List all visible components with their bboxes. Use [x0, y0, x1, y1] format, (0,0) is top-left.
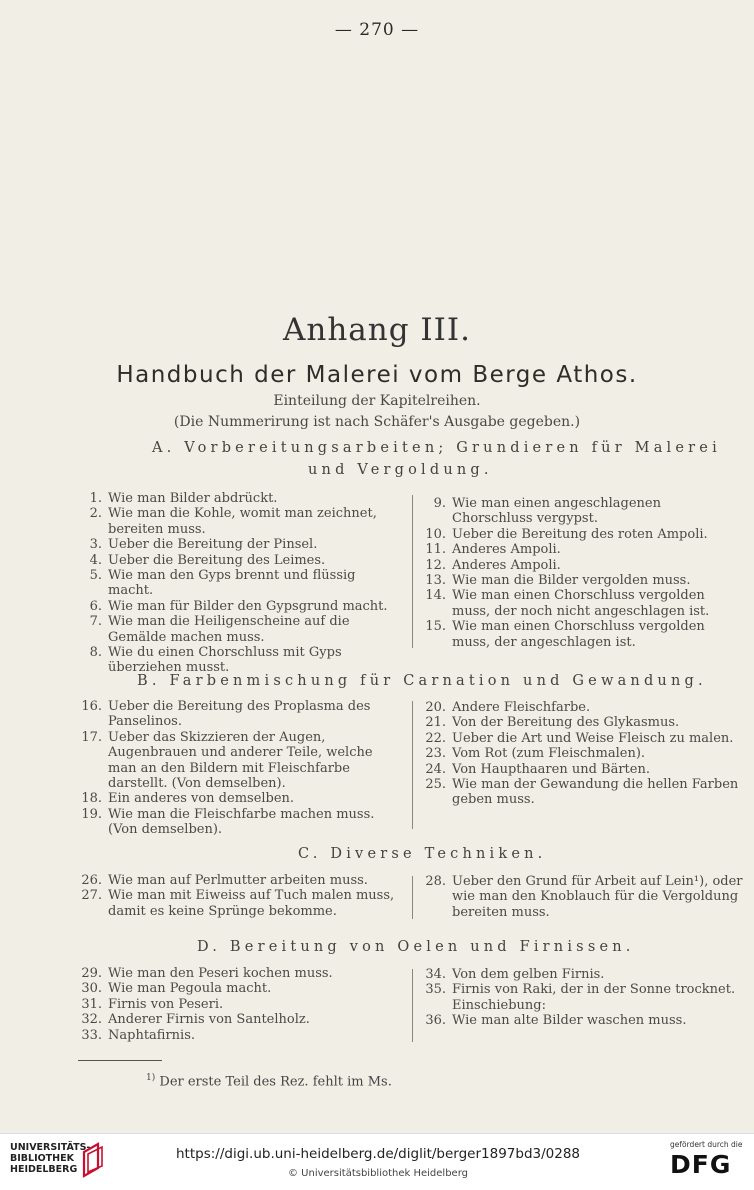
chapter-list-item: [80, 997, 398, 1012]
chapter-list-item: [80, 645, 398, 676]
chapter-list-item: [80, 491, 398, 506]
chapter-title: Naphtafirnis.: [108, 1027, 196, 1043]
chapter-list-item: [80, 568, 398, 599]
chapter-title: Wie man auf Perlmutter arbeiten muss.: [108, 873, 368, 888]
chapter-title: Wie man der Gewandung die hellen Farben geben muss.: [452, 777, 739, 808]
library-name-line: UNIVERSITÄTS-: [10, 1142, 91, 1153]
chapter-list-item: [80, 553, 398, 568]
chapter-title: Wie man den Gyps brennt und flüssig macht.: [108, 568, 356, 599]
footnote-mark: 1): [146, 1073, 156, 1083]
chapter-list-item: [424, 1013, 744, 1028]
chapter-title: Wie man die Heiligenscheine auf die Gemälde machen muss.: [108, 614, 350, 645]
chapter-title: Wie man Pegoula macht.: [108, 981, 272, 997]
chapter-list-item: [424, 715, 744, 730]
chapter-number: 4.: [89, 552, 102, 568]
section-a-heading: A. Vorbereitungsarbeiten; Grundieren für Malerei: [152, 440, 721, 456]
chapter-number: 6.: [89, 598, 102, 614]
chapter-list-item: [80, 1012, 398, 1027]
chapter-title: Von Haupthaaren und Bärten.: [452, 761, 650, 777]
chapter-list-item: [80, 1028, 398, 1043]
chapter-title: Wie man die Kohle, womit man zeichnet, bereiten muss.: [108, 506, 377, 537]
chapter-list-item: [424, 731, 744, 746]
chapter-title: Wie man einen angeschlagenen Chorschluss vergypst.: [452, 496, 661, 527]
chapter-list-item: [424, 588, 744, 619]
chapter-number: 8.: [89, 645, 102, 661]
chapter-title: Wie man die Bilder vergolden muss.: [452, 573, 691, 589]
chapter-number: 23.: [425, 746, 446, 762]
chapter-list-item: [424, 746, 744, 761]
chapter-number: 22.: [425, 730, 446, 746]
chapter-list-item: [80, 506, 398, 537]
chapter-number: 9.: [433, 496, 446, 511]
section-c-right-column: [424, 874, 744, 920]
chapter-number: 25.: [425, 777, 446, 793]
section-b-left-column: [80, 699, 398, 838]
section-d-right-column: [424, 967, 744, 1029]
library-name-line: HEIDELBERG: [10, 1164, 78, 1175]
chapter-number: 36.: [425, 1013, 446, 1029]
chapter-number: 15.: [425, 619, 446, 635]
chapter-list-item: [424, 496, 744, 527]
chapter-list-item: [80, 537, 398, 552]
column-divider: [412, 876, 413, 919]
chapter-title: Ueber die Bereitung des roten Ampoli.: [452, 526, 708, 542]
chapter-number: 2.: [89, 506, 102, 522]
chapter-list-item: [424, 573, 744, 588]
chapter-title: Wie man einen Chorschluss vergolden muss, der angeschlagen ist.: [452, 619, 705, 650]
dfg-logo[interactable]: DFG: [670, 1150, 732, 1179]
chapter-list-item: [80, 981, 398, 996]
chapter-title: Anderes Ampoli.: [452, 557, 561, 573]
copyright-text: © Universitätsbibliothek Heidelberg: [287, 1168, 468, 1179]
chapter-number: 10.: [425, 526, 446, 542]
chapter-list-item: [80, 873, 398, 888]
chapter-number: 35.: [425, 982, 446, 998]
copyright-notice: [0, 1168, 754, 1179]
chapter-number: 17.: [81, 729, 102, 745]
section-c-heading: C. Diverse Techniken.: [298, 846, 547, 862]
chapter-number: 20.: [425, 700, 446, 715]
column-divider: [412, 969, 413, 1042]
page-subtitle: Handbuch der Malerei vom Berge Athos.: [116, 362, 638, 388]
chapter-number: 33.: [81, 1027, 102, 1043]
chapter-number: 5.: [89, 568, 102, 584]
section-a-left-column: [80, 491, 398, 676]
chapter-list-item: [80, 888, 398, 919]
chapter-list-item: [424, 777, 744, 808]
chapter-title: Ueber die Art und Weise Fleisch zu malen.: [452, 730, 734, 746]
chapter-title: Wie man mit Eiweiss auf Tuch malen muss, damit es keine Sprünge bekomme.: [108, 888, 395, 919]
chapter-title: Wie man die Fleischfarbe machen muss. (Von demselben).: [108, 806, 375, 838]
chapter-number: 34.: [425, 967, 446, 982]
chapter-title: Ueber die Bereitung des Proplasma des Panselinos.: [108, 699, 371, 730]
chapter-number: 16.: [81, 699, 102, 714]
chapter-list-item: [424, 700, 744, 715]
intro-line-2: (Die Nummerirung ist nach Schäfer's Ausgabe gegeben.): [173, 414, 581, 430]
library-name-line: BIBLIOTHEK: [10, 1153, 74, 1164]
chapter-list-item: [80, 599, 398, 614]
chapter-list-item: [424, 619, 744, 650]
chapter-number: 24.: [425, 761, 446, 777]
chapter-title: Ueber die Bereitung des Leimes.: [108, 552, 326, 568]
permalink-url[interactable]: https://digi.ub.uni-heidelberg.de/diglit/berger1897bd3/0288: [176, 1146, 581, 1162]
chapter-title: Anderer Firnis von Santelholz.: [108, 1012, 310, 1028]
section-c-left-column: [80, 873, 398, 919]
chapter-title: Firnis von Raki, der in der Sonne trocknet. Einschiebung:: [452, 982, 736, 1013]
chapter-number: 18.: [81, 791, 102, 807]
chapter-number: 3.: [89, 537, 102, 553]
footnote-rule: [78, 1060, 162, 1061]
chapter-list-item: [424, 967, 744, 982]
chapter-title: Ueber die Bereitung der Pinsel.: [108, 537, 318, 553]
chapter-title: Wie man Bilder abdrückt.: [108, 491, 278, 506]
chapter-number: 26.: [81, 873, 102, 888]
chapter-title: Anderes Ampoli.: [452, 542, 561, 558]
page-number: — 270 —: [334, 20, 420, 40]
chapter-list-item: [424, 542, 744, 557]
intro-line-1: Einteilung der Kapitelreihen.: [273, 393, 481, 409]
chapter-number: 31.: [81, 996, 102, 1012]
section-a-right-column: [424, 496, 744, 650]
chapter-title: Wie man den Peseri kochen muss.: [108, 966, 333, 981]
chapter-title: Von dem gelben Firnis.: [452, 967, 605, 982]
footnote: [146, 1073, 392, 1089]
chapter-title: Andere Fleischfarbe.: [452, 700, 591, 715]
chapter-title: Firnis von Peseri.: [108, 996, 224, 1012]
chapter-title: Wie man für Bilder den Gypsgrund macht.: [108, 598, 388, 614]
chapter-title: Vom Rot (zum Fleischmalen).: [452, 746, 646, 762]
chapter-number: 29.: [81, 966, 102, 981]
chapter-title: Ein anderes von demselben.: [108, 791, 295, 807]
section-b-heading: B. Farbenmischung für Carnation und Gewandung.: [137, 673, 707, 689]
chapter-list-item: [80, 730, 398, 792]
chapter-title: Wie man alte Bilder waschen muss.: [452, 1013, 687, 1029]
chapter-list-item: [80, 966, 398, 981]
chapter-number: 1.: [89, 491, 102, 506]
chapter-number: 13.: [425, 573, 446, 589]
chapter-list-item: [80, 614, 398, 645]
chapter-number: 21.: [425, 715, 446, 731]
chapter-number: 7.: [89, 614, 102, 630]
chapter-list-item: [424, 982, 744, 1013]
chapter-number: 12.: [425, 557, 446, 573]
section-b-right-column: [424, 700, 744, 808]
chapter-number: 14.: [425, 588, 446, 604]
chapter-number: 27.: [81, 888, 102, 904]
chapter-title: Von der Bereitung des Glykasmus.: [452, 715, 680, 731]
chapter-title: Wie man einen Chorschluss vergolden muss, der noch nicht angeschlagen ist.: [452, 588, 710, 619]
chapter-list-item: [80, 807, 398, 838]
chapter-title: Ueber das Skizzieren der Augen, Augenbrauen und anderer Teile, welche man an den Bildern mit Fleischfarbe darstellt. (Von demselben).: [108, 729, 373, 792]
page-title: Anhang III.: [282, 312, 472, 348]
viewer-footer-bar: [0, 1133, 754, 1190]
section-a-heading-cont: und Vergoldung.: [308, 462, 493, 478]
chapter-list-item: [80, 791, 398, 806]
column-divider: [412, 701, 413, 829]
column-divider: [412, 495, 413, 648]
chapter-title: Wie du einen Chorschluss mit Gyps überziehen musst.: [108, 645, 342, 676]
chapter-list-item: [424, 558, 744, 573]
dfg-caption: gefördert durch die: [670, 1140, 743, 1149]
chapter-number: 19.: [81, 806, 102, 822]
chapter-list-item: [424, 527, 744, 542]
chapter-number: 32.: [81, 1012, 102, 1028]
chapter-list-item: [80, 699, 398, 730]
footnote-text: Der erste Teil des Rez. fehlt im Ms.: [159, 1074, 392, 1090]
chapter-number: 11.: [425, 542, 446, 558]
chapter-number: 28.: [425, 874, 446, 889]
chapter-number: 30.: [81, 981, 102, 997]
section-d-heading: D. Bereitung von Oelen und Firnissen.: [197, 939, 635, 955]
chapter-list-item: [424, 874, 744, 920]
chapter-list-item: [424, 762, 744, 777]
section-d-left-column: [80, 966, 398, 1043]
chapter-title: Ueber den Grund für Arbeit auf Lein¹), oder wie man den Knoblauch für die Vergoldung bereiten muss.: [452, 874, 743, 920]
